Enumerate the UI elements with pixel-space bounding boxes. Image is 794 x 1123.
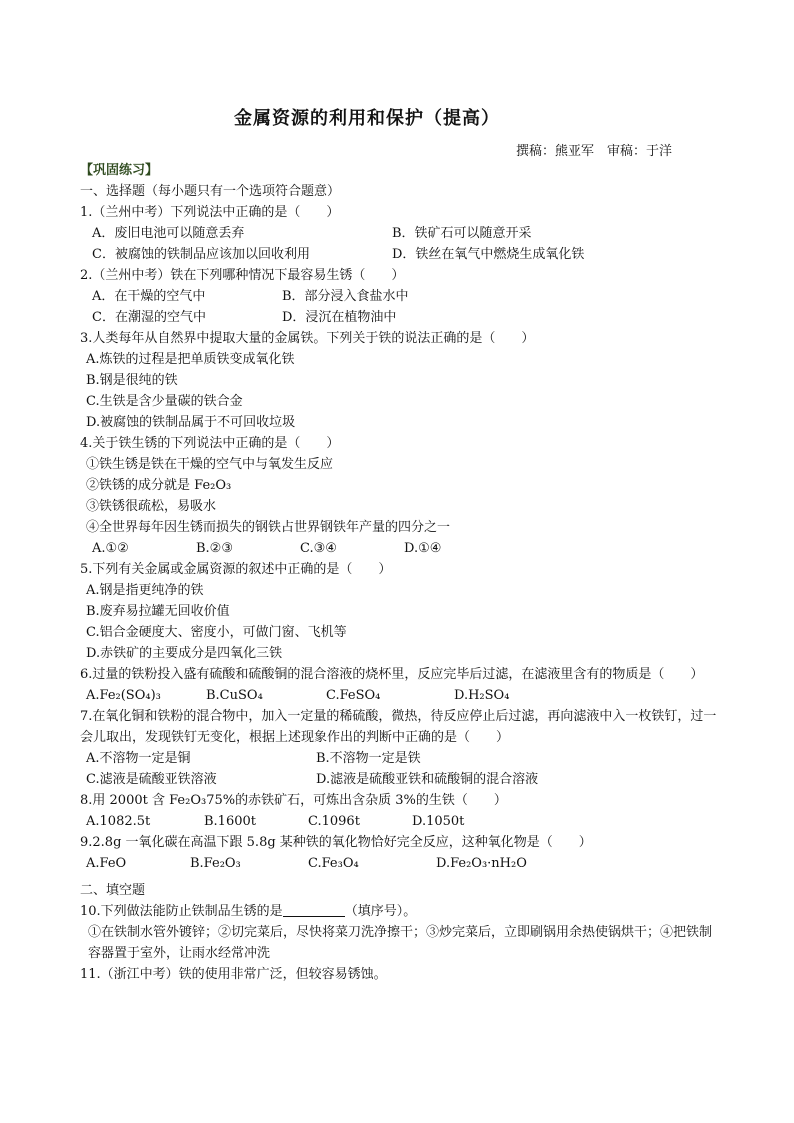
authors-line: 撰稿：熊亚军 审稿：于洋	[515, 144, 672, 159]
q3-option-c: C.生铁是含少量碳的铁合金	[86, 394, 243, 409]
q3-option-d: D.被腐蚀的铁制品属于不可回收垃圾	[86, 415, 296, 430]
q2-option-a: A．在干燥的空气中	[92, 289, 206, 304]
q7-stem: 7.在氧化铜和铁粉的混合物中，加入一定量的稀硫酸，微热，待反应停止后过滤，再向滤液中入一枚铁钉，过一会儿取出，发现铁钉无变化，根据上述现象作出的判断中正确的是（ ）	[80, 709, 717, 745]
q8-stem: 8.用 2000t 含 Fe₂O₃75%的赤铁矿石，可炼出含杂质 3%的生铁（ ）	[80, 793, 507, 808]
q10-stem-before: 10.下列做法能防止铁制品生锈的是	[80, 904, 283, 919]
q6-option-d: D.H₂SO₄	[454, 688, 510, 703]
q4-options	[80, 538, 720, 559]
q10-stem	[80, 901, 720, 922]
q3-option-a: A.炼铁的过程是把单质铁变成氧化铁	[86, 352, 295, 367]
q7-options-row1	[80, 748, 720, 769]
q1-options-row1	[80, 223, 720, 244]
q4-statement-2: ②铁锈的成分就是 Fe₂O₃	[86, 478, 232, 493]
q9-options	[80, 853, 720, 874]
q1-option-d: D．铁丝在氧气中燃烧生成氧化铁	[392, 247, 585, 262]
q8-option-b: B.1600t	[204, 814, 256, 829]
q9-stem: 9.2.8g 一氧化碳在高温下跟 5.8g 某种铁的氧化物恰好完全反应，这种氧化物是（ ）	[80, 835, 592, 850]
q11-stem: 11.（浙江中考）铁的使用非常广泛，但较容易锈蚀。	[80, 967, 387, 982]
q4-stem: 4.关于铁生锈的下列说法中正确的是（ ）	[80, 436, 340, 451]
q10-body: ①在铁制水管外镀锌；②切完菜后，尽快将菜刀洗净擦干；③炒完菜后，立即刷锅用余热使锅烘干；④把铁制容器置于室外，让雨水经常冲洗	[88, 925, 713, 961]
q6-stem: 6.过量的铁粉投入盛有硫酸和硫酸铜的混合溶液的烧杯里，反应完毕后过滤，在滤液里含有的物质是（ ）	[80, 667, 704, 682]
q7-option-c: C.滤液是硫酸亚铁溶液	[86, 772, 217, 787]
q2-stem: 2.（兰州中考）铁在下列哪种情况下最容易生锈（ ）	[80, 268, 405, 283]
q6-option-b: B.CuSO₄	[206, 688, 263, 703]
q4-statement-3: ③铁锈很疏松，易吸水	[86, 499, 217, 514]
q4-option-d: D.①④	[404, 541, 442, 556]
part1-heading: 一、选择题（每小题只有一个选项符合题意）	[80, 184, 341, 199]
part2-heading: 二、填空题	[80, 883, 146, 898]
q7-options-row2	[80, 769, 720, 790]
q7-option-d: D.滤液是硫酸亚铁和硫酸铜的混合溶液	[316, 772, 539, 787]
q2-option-d: D．浸沉在植物油中	[282, 310, 397, 325]
q7-option-b: B.不溶物一定是铁	[316, 751, 421, 766]
q8-option-c: C.1096t	[308, 814, 360, 829]
q8-option-d: D.1050t	[412, 814, 465, 829]
q2-options-row1	[80, 286, 720, 307]
q4-option-b: B.②③	[196, 541, 233, 556]
q9-option-c: C.Fe₃O₄	[308, 856, 359, 871]
q9-option-d: D.Fe₂O₃·nH₂O	[436, 856, 527, 871]
q1-option-b: B．铁矿石可以随意开采	[392, 226, 532, 241]
q1-option-a: A．废旧电池可以随意丢弃	[92, 226, 245, 241]
q8-options	[80, 811, 720, 832]
q6-option-c: C.FeSO₄	[326, 688, 381, 703]
q1-stem: 1.（兰州中考）下列说法中正确的是（ ）	[80, 205, 340, 220]
q1-options-row2	[80, 244, 720, 265]
document-body	[80, 160, 720, 985]
q6-option-a: A.Fe₂(SO₄)₃	[86, 688, 161, 703]
q5-option-d: D.赤铁矿的主要成分是四氧化三铁	[86, 646, 283, 661]
section-tag: 【巩固练习】	[80, 163, 159, 178]
q2-options-row2	[80, 307, 720, 328]
q1-option-c: C．被腐蚀的铁制品应该加以回收利用	[92, 247, 310, 262]
q5-stem: 5.下列有关金属或金属资源的叙述中正确的是（ ）	[80, 562, 392, 577]
q6-options	[80, 685, 720, 706]
q4-statement-1: ①铁生锈是铁在干燥的空气中与氧发生反应	[86, 457, 334, 472]
q10-answer-blank[interactable]	[283, 902, 345, 917]
q5-option-a: A.钢是指更纯净的铁	[86, 583, 204, 598]
q8-option-a: A.1082.5t	[86, 814, 151, 829]
q9-option-a: A.FeO	[86, 856, 127, 871]
q5-option-c: C.铝合金硬度大、密度小，可做门窗、飞机等	[86, 625, 347, 640]
q7-option-a: A.不溶物一定是铜	[86, 751, 191, 766]
q2-option-c: C．在潮湿的空气中	[92, 310, 206, 325]
q4-option-a: A.①②	[92, 541, 129, 556]
q10-stem-after: （填序号）。	[344, 904, 417, 919]
page-title: 金属资源的利用和保护（提高）	[234, 108, 500, 129]
q3-option-b: B.钢是很纯的铁	[86, 373, 178, 388]
q3-stem: 3.人类每年从自然界中提取大量的金属铁。下列关于铁的说法正确的是（ ）	[80, 331, 535, 346]
q2-option-b: B．部分浸入食盐水中	[282, 289, 409, 304]
q4-statement-4: ④全世界每年因生锈而损失的钢铁占世界钢铁年产量的四分之一	[86, 520, 451, 535]
q9-option-b: B.Fe₂O₃	[190, 856, 241, 871]
q4-option-c: C.③④	[300, 541, 337, 556]
q5-option-b: B.废弃易拉罐无回收价值	[86, 604, 230, 619]
